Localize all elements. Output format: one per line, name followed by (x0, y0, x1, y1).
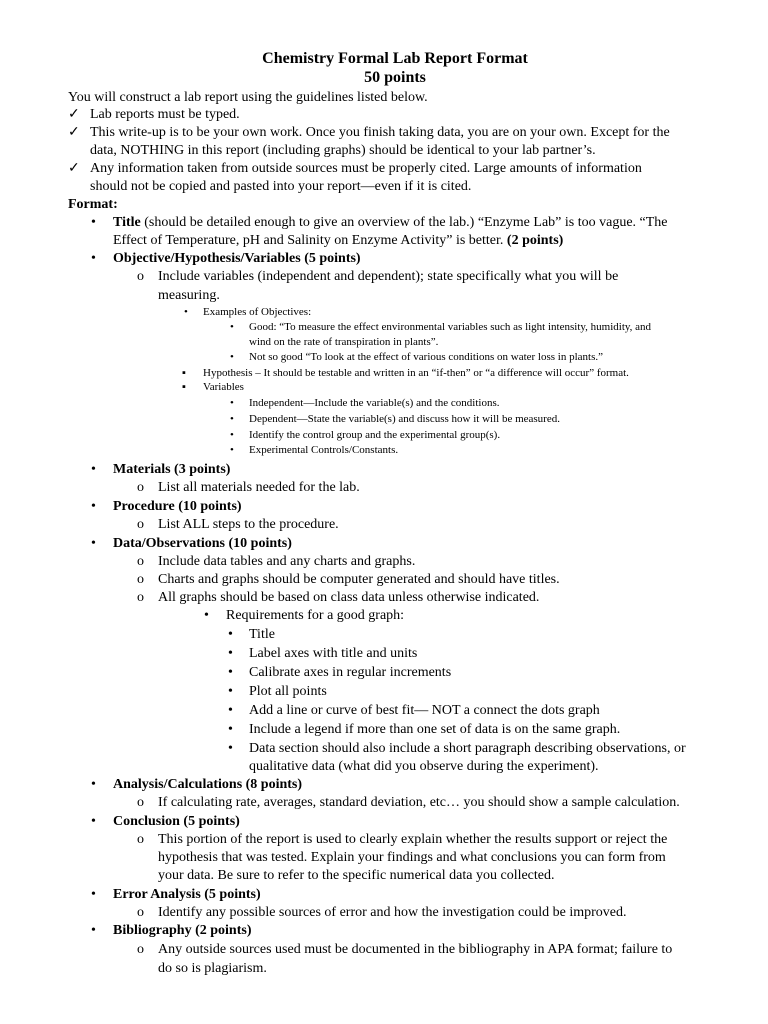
graph-requirement: Include a legend if more than one set of data is on the same graph. (249, 722, 621, 737)
bullet-icon: • (91, 499, 96, 514)
bullet-icon: • (184, 306, 188, 318)
bullet-icon: • (91, 777, 96, 792)
conclusion-item-line3: your data. Be sure to refer to the specific numerical data you collected. (158, 868, 555, 883)
graph-requirement: Plot all points (249, 684, 327, 699)
graph-requirement-last-line2: qualitative data (what did you observe during the experiment). (249, 759, 599, 774)
bullet-icon: • (230, 444, 234, 456)
objective-item-line2: measuring. (158, 288, 220, 303)
objective-heading: Objective/Hypothesis/Variables (5 points) (113, 251, 361, 266)
circle-bullet-icon: o (137, 269, 144, 284)
graph-requirement-last-line1: Data section should also include a short paragraph describing observations, or (249, 741, 686, 756)
error-analysis-heading: Error Analysis (5 points) (113, 887, 261, 902)
bullet-icon: • (204, 608, 209, 623)
graph-requirement: Label axes with title and units (249, 646, 418, 661)
circle-bullet-icon: o (137, 942, 144, 957)
hypothesis-text: Hypothesis – It should be testable and written in an “if-then” or “a difference will occur” format. (203, 367, 629, 379)
variable-item: Experimental Controls/Constants. (249, 444, 399, 456)
bullet-icon: • (228, 684, 233, 699)
bibliography-item-line1: Any outside sources used must be documented in the bibliography in APA format; failure to (158, 942, 673, 957)
example-good-line1: Good: “To measure the effect environmental variables such as light intensity, humidity, and (249, 321, 652, 333)
rule-own-work-line1: This write-up is to be your own work. Once you finish taking data, you are on your own. Except for the (90, 125, 670, 140)
objective-item-line1: Include variables (independent and dependent); state specifically what you will be (158, 269, 619, 284)
requirements-label: Requirements for a good graph: (226, 608, 405, 623)
bullet-icon: • (230, 397, 234, 409)
title-section-line1 (113, 214, 668, 232)
example-good-line2: wind on the rate of transpiration in plants”. (249, 336, 439, 348)
graph-requirement: Add a line or curve of best fit— NOT a connect the dots graph (249, 703, 600, 718)
error-analysis-item: Identify any possible sources of error and how the investigation could be improved. (158, 905, 627, 920)
materials-item: List all materials needed for the lab. (158, 480, 360, 495)
bibliography-item-line2: do so is plagiarism. (158, 961, 267, 976)
examples-label: Examples of Objectives: (203, 306, 312, 318)
bullet-icon: • (228, 703, 233, 718)
check-icon: ✓ (68, 125, 80, 140)
format-label: Format: (68, 197, 118, 212)
data-item: Include data tables and any charts and graphs. (158, 554, 416, 569)
rule-cited-line2: should not be copied and pasted into your report—even if it is cited. (90, 179, 472, 194)
circle-bullet-icon: o (137, 590, 144, 605)
square-bullet-icon: ▪ (182, 367, 186, 379)
variable-item: Identify the control group and the experimental group(s). (249, 429, 501, 441)
graph-requirement: Calibrate axes in regular increments (249, 665, 452, 680)
bullet-icon: • (230, 413, 234, 425)
bullet-icon: • (230, 429, 234, 441)
bullet-icon: • (91, 462, 96, 477)
bullet-icon: • (228, 665, 233, 680)
circle-bullet-icon: o (137, 517, 144, 532)
circle-bullet-icon: o (137, 554, 144, 569)
bullet-icon: • (91, 215, 96, 230)
materials-heading: Materials (3 points) (113, 462, 231, 477)
conclusion-item-line1: This portion of the report is used to clearly explain whether the results support or reject the (158, 832, 668, 847)
analysis-item: If calculating rate, averages, standard deviation, etc… you should show a sample calculation. (158, 795, 680, 810)
document-title: Chemistry Formal Lab Report Format (262, 50, 528, 67)
conclusion-heading: Conclusion (5 points) (113, 814, 240, 829)
data-item: All graphs should be based on class data unless otherwise indicated. (158, 590, 540, 605)
title-desc-1: (should be detailed enough to give an overview of the lab.) “Enzyme Lab” is too vague. “The (140, 215, 668, 230)
check-icon: ✓ (68, 107, 80, 122)
circle-bullet-icon: o (137, 905, 144, 920)
circle-bullet-icon: o (137, 480, 144, 495)
conclusion-item-line2: hypothesis that was tested. Explain your findings and what conclusions you can form from (158, 850, 666, 865)
title-points: (2 points) (506, 233, 564, 248)
variables-label: Variables (203, 381, 244, 393)
square-bullet-icon: ▪ (182, 381, 186, 393)
bullet-icon: • (228, 627, 233, 642)
bullet-icon: • (228, 722, 233, 737)
bullet-icon: • (230, 321, 234, 333)
rule-typed: Lab reports must be typed. (90, 107, 240, 122)
bullet-icon: • (230, 351, 234, 363)
data-item: Charts and graphs should be computer generated and should have titles. (158, 572, 560, 587)
procedure-item: List ALL steps to the procedure. (158, 517, 339, 532)
procedure-heading: Procedure (10 points) (113, 499, 242, 514)
analysis-heading: Analysis/Calculations (8 points) (113, 777, 303, 792)
bullet-icon: • (91, 536, 96, 551)
graph-requirement: Title (249, 627, 275, 642)
bibliography-heading: Bibliography (2 points) (113, 923, 252, 938)
check-icon: ✓ (68, 161, 80, 176)
rule-cited-line1: Any information taken from outside sources must be properly cited. Large amounts of information (90, 161, 642, 176)
bullet-icon: • (91, 923, 96, 938)
bullet-icon: • (91, 887, 96, 902)
circle-bullet-icon: o (137, 572, 144, 587)
title-section-line2 (113, 232, 563, 250)
bullet-icon: • (228, 741, 233, 756)
example-not-good: Not so good “To look at the effect of various conditions on water loss in plants.” (249, 351, 604, 363)
title-label: Title (113, 215, 141, 230)
bullet-icon: • (228, 646, 233, 661)
bullet-icon: • (91, 251, 96, 266)
circle-bullet-icon: o (137, 795, 144, 810)
circle-bullet-icon: o (137, 832, 144, 847)
bullet-icon: • (91, 814, 96, 829)
document-points: 50 points (364, 69, 426, 86)
variable-item: Dependent—State the variable(s) and discuss how it will be measured. (249, 413, 560, 425)
data-heading: Data/Observations (10 points) (113, 536, 292, 551)
intro-text: You will construct a lab report using the guidelines listed below. (68, 90, 428, 105)
title-desc-2: Effect of Temperature, pH and Salinity on Enzyme Activity” is better. (113, 233, 507, 248)
variable-item: Independent—Include the variable(s) and the conditions. (249, 397, 500, 409)
rule-own-work-line2: data, NOTHING in this report (including graphs) should be identical to your lab partner’s. (90, 143, 596, 158)
